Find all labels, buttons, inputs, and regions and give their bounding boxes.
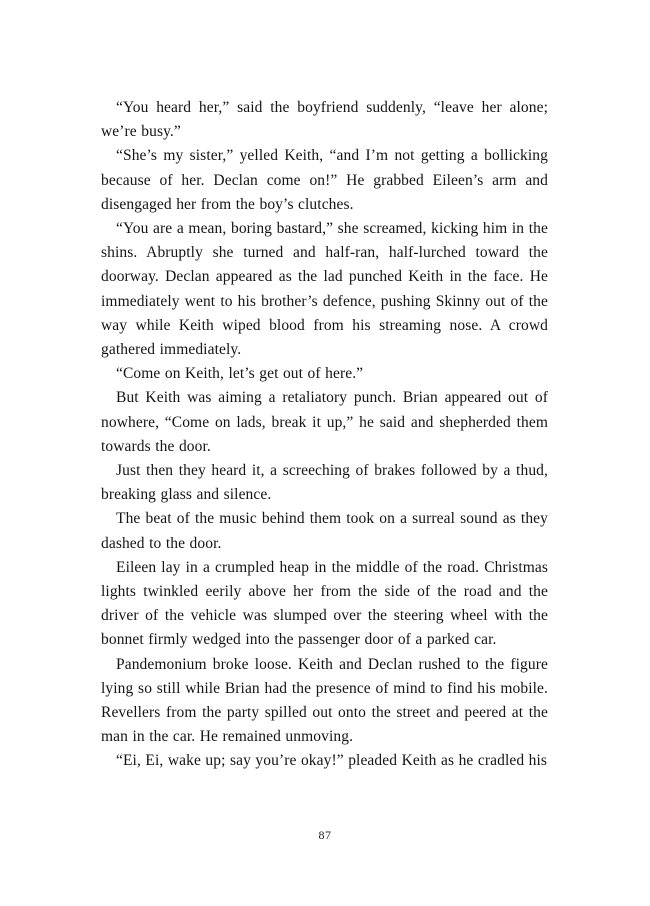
paragraph: Pandemonium broke loose. Keith and Declan rushed to the figure lying so still while Brian had the presence of mind to find his mobile. Revellers from the party spilled out onto the street and peered at the man in the car. He remained unmoving. xyxy=(101,655,548,746)
paragraph: But Keith was aiming a retaliatory punch. Brian appeared out of nowhere, “Come on lads, break it up,” he said and shepherded them towards the door. xyxy=(101,389,548,455)
paragraph: “Come on Keith, let’s get out of here.” xyxy=(116,365,364,383)
body-text xyxy=(101,96,548,774)
paragraph: “You are a mean, boring bastard,” she screamed, kicking him in the shins. Abruptly she turned and half-ran, half-lurched toward the doorway. Declan appeared as the lad punched Keith in the face. He immediately went to his brother’s defence, pushing Skinny out of the way while Keith wiped blood from his streaming nose. A crowd gathered immediately. xyxy=(101,220,548,359)
paragraph: Eileen lay in a crumpled heap in the middle of the road. Christmas lights twinkled eerily above her from the side of the road and the driver of the vehicle was slumped over the steering wheel with the bonnet firmly wedged into the passenger door of a parked car. xyxy=(101,558,548,649)
paragraph: “You heard her,” said the boyfriend suddenly, “leave her alone; we’re busy.” xyxy=(101,99,548,141)
paragraph: “She’s my sister,” yelled Keith, “and I’m not getting a bollicking because of her. Declan come on!” He grabbed Eileen’s arm and disengaged her from the boy’s clutches. xyxy=(101,147,548,213)
paragraph: The beat of the music behind them took on a surreal sound as they dashed to the door. xyxy=(101,510,548,552)
paragraph: Just then they heard it, a screeching of brakes followed by a thud, breaking glass and silence. xyxy=(101,462,548,504)
page-number: 87 xyxy=(318,828,332,842)
paragraph: “Ei, Ei, wake up; say you’re okay!” pleaded Keith as he cradled his xyxy=(116,752,548,770)
